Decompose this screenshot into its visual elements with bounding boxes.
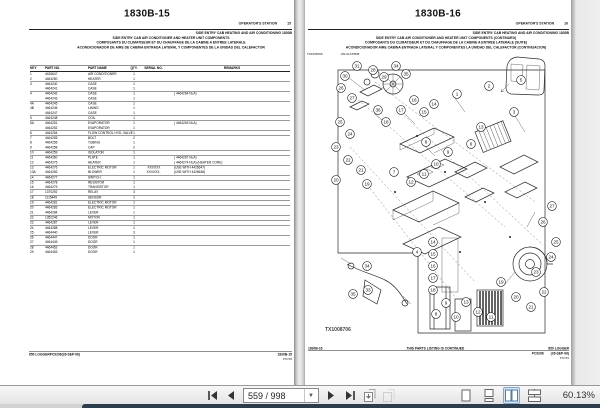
table-row: 27 4464449 DOOR 1 [30,240,290,245]
svg-text:15: 15 [421,109,427,115]
callout-11 [487,313,496,322]
table-row: 4B 4464246 LINING 1 [30,106,135,111]
callout-8 [432,310,441,319]
layout-single-page-button[interactable] [457,387,474,404]
callout-34 [363,262,372,271]
table-row: 19 4464281 ELECTRIC MOTOR 1 [30,201,290,206]
footer-model: 850 LOGGER [548,347,569,351]
svg-text:11: 11 [488,314,494,320]
table-row: 1 4426647 AIR CONDITIONER 1 [30,72,135,77]
header-line: ACONDICIONADOR AIRE CABINA ENTRADA LATERAL Y COMPONENTES LA UNIDAD DEL CALEFACTOR (CONTINUACION) [345,45,547,50]
callout-8 [422,138,431,147]
table-row: 16 4464279 TRANSISTOR 1 [30,185,290,190]
table-row: 23 4464287 LEVER 1 [30,221,290,226]
table-row: 4464252 EVAPORATOR 1 [30,126,290,131]
svg-text:2: 2 [487,83,491,89]
table-row: 3 4464240 CASE 1 [30,82,135,86]
svg-text:18: 18 [383,119,389,125]
callout-18 [429,286,438,295]
pdf-page-left [0,0,294,385]
col-remarks: REMARKS [223,66,241,70]
callout-35 [349,290,358,299]
header-line: SIDE ENTRY CAB HEATING AND AIR CONDITIONING 1830B [195,31,292,35]
callout-16 [429,262,438,271]
parts-table-header [30,65,290,72]
edition-line [30,22,291,26]
callout-11 [420,170,429,179]
exploded-diagram-svg [305,52,571,340]
callout-4 [413,248,422,257]
header-line: ACONDICIONADOR DE AIRE DE CABINA ENTRADA LATERAL Y COMPONENTES DE LA UNIDAD DEL CALEFACTOR [77,45,265,50]
table-row: 9 4464258 CAP 2 [30,145,290,150]
callout-15 [429,250,438,259]
svg-text:34: 34 [393,63,399,69]
canvas-margin [571,0,600,385]
page-number-box[interactable] [243,388,319,403]
svg-text:20: 20 [333,177,339,183]
previous-view-button[interactable] [362,389,376,403]
table-row: 28 4464452 DOOR 1 [30,245,135,250]
page-number-input[interactable] [244,390,304,401]
col-serial-no: SERIAL NO. [144,66,163,70]
svg-text:22: 22 [345,157,351,163]
footer-continued-note: THIS PARTS LISTING IS CONTINUED [406,347,465,351]
callout-30 [341,72,350,81]
header-rule [308,29,569,30]
callout-36 [374,106,383,115]
callout-12 [474,308,483,317]
callout-3 [510,108,519,117]
callout-14 [430,100,439,109]
table-row: 21 4464284 LEVER 1 [30,210,290,215]
table-row: 13A 4464282 BLOWER 1 XXXXXX- (USE WITH 4426648) [30,170,290,175]
callout-1 [453,90,462,99]
table-row: 11 4464260 PLATE 1 ( 4464267 NLA) [30,156,197,160]
callout-10 [452,313,461,322]
callout-20 [332,176,341,185]
svg-text:30: 30 [342,73,348,79]
callout-26 [539,218,548,227]
svg-text:20: 20 [513,294,519,300]
footer-pn: PN=59 [559,357,569,360]
figure-id-bottom: TX1008706 [325,327,351,333]
svg-text:23: 23 [333,144,339,150]
viewer-toolbar [0,385,600,406]
svg-text:7: 7 [392,169,396,175]
layout-two-up-continuous-button[interactable] [526,387,543,404]
svg-text:18: 18 [430,287,436,293]
hose-assembly [341,258,411,306]
table-row: 4464241 CASE 1 [30,87,290,92]
table-row: 26 4464447 DOOR 1 [30,236,135,240]
table-row: 20 4464283 ELECTRIC MOTOR 1 [30,206,135,210]
table-row: 13 4464276 ELECTRIC MOTOR 1 -XXXXXX (USE WITH 4426647) [30,165,206,170]
callout-5 [517,76,526,85]
svg-text:36: 36 [375,107,381,113]
parts-table-body [30,72,290,254]
header-line: COMPOSANTS DU CLIMATISEUR ET DU CHAUFFAGE DE LA CABINE A ENTREE LATERALE [96,41,246,45]
col-part-no: PART NO. [45,66,61,70]
svg-text:16: 16 [430,263,436,269]
svg-text:4: 4 [415,249,419,255]
col-part-name: PART NAME [88,66,107,70]
callout-12 [407,178,416,187]
svg-text:23: 23 [533,269,539,275]
svg-text:31: 31 [354,63,360,69]
pdf-page-right [305,0,571,385]
callout-22 [344,156,353,165]
callout-13 [462,298,471,307]
callout-28 [369,66,378,75]
svg-text:26: 26 [540,219,546,225]
callout-17 [397,106,406,115]
table-row: 24 4464288 LEVER 1 [30,226,135,230]
svg-text:11: 11 [421,171,427,177]
table-row: 5 4464248 COIL 1 [30,116,290,121]
svg-text:35: 35 [350,291,356,297]
svg-text:8: 8 [434,311,438,317]
page-footer [29,353,292,357]
zoom-level-indicator[interactable]: 60.13% [562,390,595,401]
callout-25 [552,238,561,247]
svg-text:34: 34 [364,263,370,269]
header-rule [29,29,292,30]
table-row: 2 4464250 HEATER 1 [30,77,290,82]
table-row: 4 4464242 CASE 1 ( 4464264 NLA) [30,92,197,96]
svg-text:15: 15 [430,251,436,257]
svg-text:13: 13 [478,124,484,130]
col-key: KEY [30,66,37,70]
svg-text:17: 17 [430,275,436,281]
edition-page-number: 16 [564,22,568,26]
footer-pn: PN=58 [282,358,292,361]
layout-continuous-button[interactable] [480,387,497,404]
callout-26 [337,84,346,93]
fan-assembly [350,67,403,110]
svg-text:3: 3 [512,109,516,115]
callout-31 [353,62,362,71]
table-row: 18 1115449 SENSOR 1 [30,195,290,200]
callout-27 [348,94,357,103]
callout-34 [392,62,401,71]
svg-text:25: 25 [337,119,343,125]
edition-label: OPERATOR'S STATION [515,22,555,26]
callout-7 [390,168,399,177]
callout-19 [363,180,372,189]
svg-text:27: 27 [349,95,355,101]
page-footer [308,347,569,351]
table-row: 8 4464256 TUBING 1 [30,141,135,145]
callout-21 [357,166,366,175]
svg-text:10: 10 [453,314,459,320]
last-page-button[interactable] [343,389,357,403]
svg-text:17: 17 [398,107,404,113]
duct-parts [455,155,538,202]
blower-housing [513,247,553,281]
page-title: 1830B-16 [415,8,461,19]
edition-line [315,22,568,26]
svg-text:9: 9 [444,300,448,306]
first-page-button[interactable] [205,389,219,403]
table-row: 10 4464259 ISOLATOR 1 [30,151,290,156]
table-row: 25 4464440 LEVER 3 [30,230,290,235]
svg-text:8: 8 [424,139,428,145]
header-line: COMPOSANTS DU CLIMATISEUR ET DU CHAUFFAGE DE LA CABINE A ENTREE LATERALE (SUITE) [364,41,528,45]
table-row: 12 4464275 HEATER 1 ( 4464274 NLA) (HEATER CORE) [30,160,290,165]
table-row: 22 1352246 MOTOR 1 [30,215,290,220]
footer-page-id: 1830B-16 [308,347,323,351]
parts-table [30,65,290,255]
callout-23 [332,143,341,152]
footer-date: (26-SEP-06) [61,353,80,357]
svg-text:33: 33 [365,287,371,293]
callout-15 [420,108,429,117]
layout-two-up-button[interactable] [503,387,520,404]
callout-19 [497,278,506,287]
edition-page-number: 15 [287,22,291,26]
header-line: SIDE ENTRY CAB HEATING AND AIR CONDITIONING 1830B [472,31,569,35]
svg-text:35: 35 [403,71,409,77]
svg-text:28: 28 [370,67,376,73]
footer-catalog: PC9296 [531,352,544,356]
callout-17 [429,274,438,283]
callout-10 [432,160,441,169]
footer-date: (26-SEP-06) [550,352,569,356]
svg-text:14: 14 [430,239,436,245]
svg-text:10: 10 [433,161,439,167]
callout-14 [429,238,438,247]
callout-33 [364,286,373,295]
callout-24 [547,253,556,262]
callout-numbers [332,62,561,322]
svg-text:21: 21 [358,167,364,173]
figure-date-code: -UN-21APR08 [340,53,360,56]
table-row: 4464247 CASE 1 [30,111,290,116]
callout-22 [540,288,549,297]
exploded-diagram [305,52,571,340]
next-view-button[interactable] [381,389,395,403]
svg-text:6: 6 [469,141,473,147]
callout-16 [410,96,419,105]
footer-catalog: PC9296 [49,353,62,357]
table-row: 6 4464254 FLOW CONTROL HYD. VALVE 1 [30,131,290,136]
table-row: 29 4464453 DOOR 1 [30,250,135,254]
svg-text:19: 19 [364,181,370,187]
svg-text:22: 22 [541,289,547,295]
footer-rule [29,352,292,353]
section-header-lines [308,31,569,50]
callout-23 [532,268,541,277]
callout-27 [548,202,557,211]
svg-text:24: 24 [347,131,353,137]
edition-label: OPERATOR'S STATION [238,22,278,26]
window-bottom-strip [0,404,600,408]
page-dropdown-caret[interactable]: ▼ [304,389,317,402]
table-row: 7 4464255 BOLT 2 [30,136,135,141]
section-header-lines [20,31,292,50]
header-line: SIDE ENTRY CAB AIR CONDITIONER AND HEATER UNIT COMPONENTS [112,36,230,40]
svg-text:27: 27 [549,203,555,209]
table-row: 4464243 CASE 1 [30,96,290,101]
footer-model: 850 LOGGER [29,353,50,357]
table-row: 15 4464278 RESISTOR 1 [30,180,135,185]
callout-9 [444,148,453,157]
case-parts [393,128,467,254]
resistor-bracket [442,238,458,292]
callout-21 [527,303,536,312]
air-ducts [430,287,471,331]
header-line: SIDE ENTRY CAB AIR CONDITIONER AND HEATER UNIT COMPONENTS (CONTINUED) [375,36,517,40]
table-row: 4A 4464245 CASE 1 [30,102,135,106]
taskbar-edge [82,404,600,408]
table-row: 14 4464277 SWITCH 1 [30,175,290,180]
col-qty: QTY. [130,66,138,70]
footer-page-id: 1830B-15 [277,353,292,357]
svg-text:24: 24 [548,254,554,260]
svg-text:12: 12 [408,179,414,185]
figure-id-label: TX1008706 [307,53,323,56]
svg-text:1: 1 [455,91,459,97]
callout-20 [512,293,521,302]
svg-text:9: 9 [446,149,450,155]
svg-text:26: 26 [338,85,344,91]
svg-text:21: 21 [528,304,534,310]
callout-24 [346,130,355,139]
table-row: 5A 4464251 EVAPORATOR 1 ( 4464263 NLA) [30,121,197,126]
svg-text:5: 5 [519,77,523,83]
svg-text:12: 12 [475,309,481,315]
svg-text:16: 16 [411,97,417,103]
svg-text:13: 13 [463,299,469,305]
callout-2 [485,82,494,91]
callout-13 [477,123,486,132]
callout-25 [336,118,345,127]
svg-text:25: 25 [553,239,559,245]
next-page-button[interactable] [324,389,338,403]
callout-6 [467,140,476,149]
svg-text:29: 29 [381,74,387,80]
callout-18 [382,118,391,127]
svg-text:19: 19 [498,279,504,285]
callout-35 [402,70,411,79]
page-title: 1830B-15 [124,8,170,19]
previous-page-button[interactable] [224,389,238,403]
callout-29 [380,73,389,82]
table-row: 17 1370292 RELAY 3 [30,190,290,195]
callout-9 [442,299,451,308]
svg-text:14: 14 [431,101,437,107]
page-gap-divider [294,0,305,385]
